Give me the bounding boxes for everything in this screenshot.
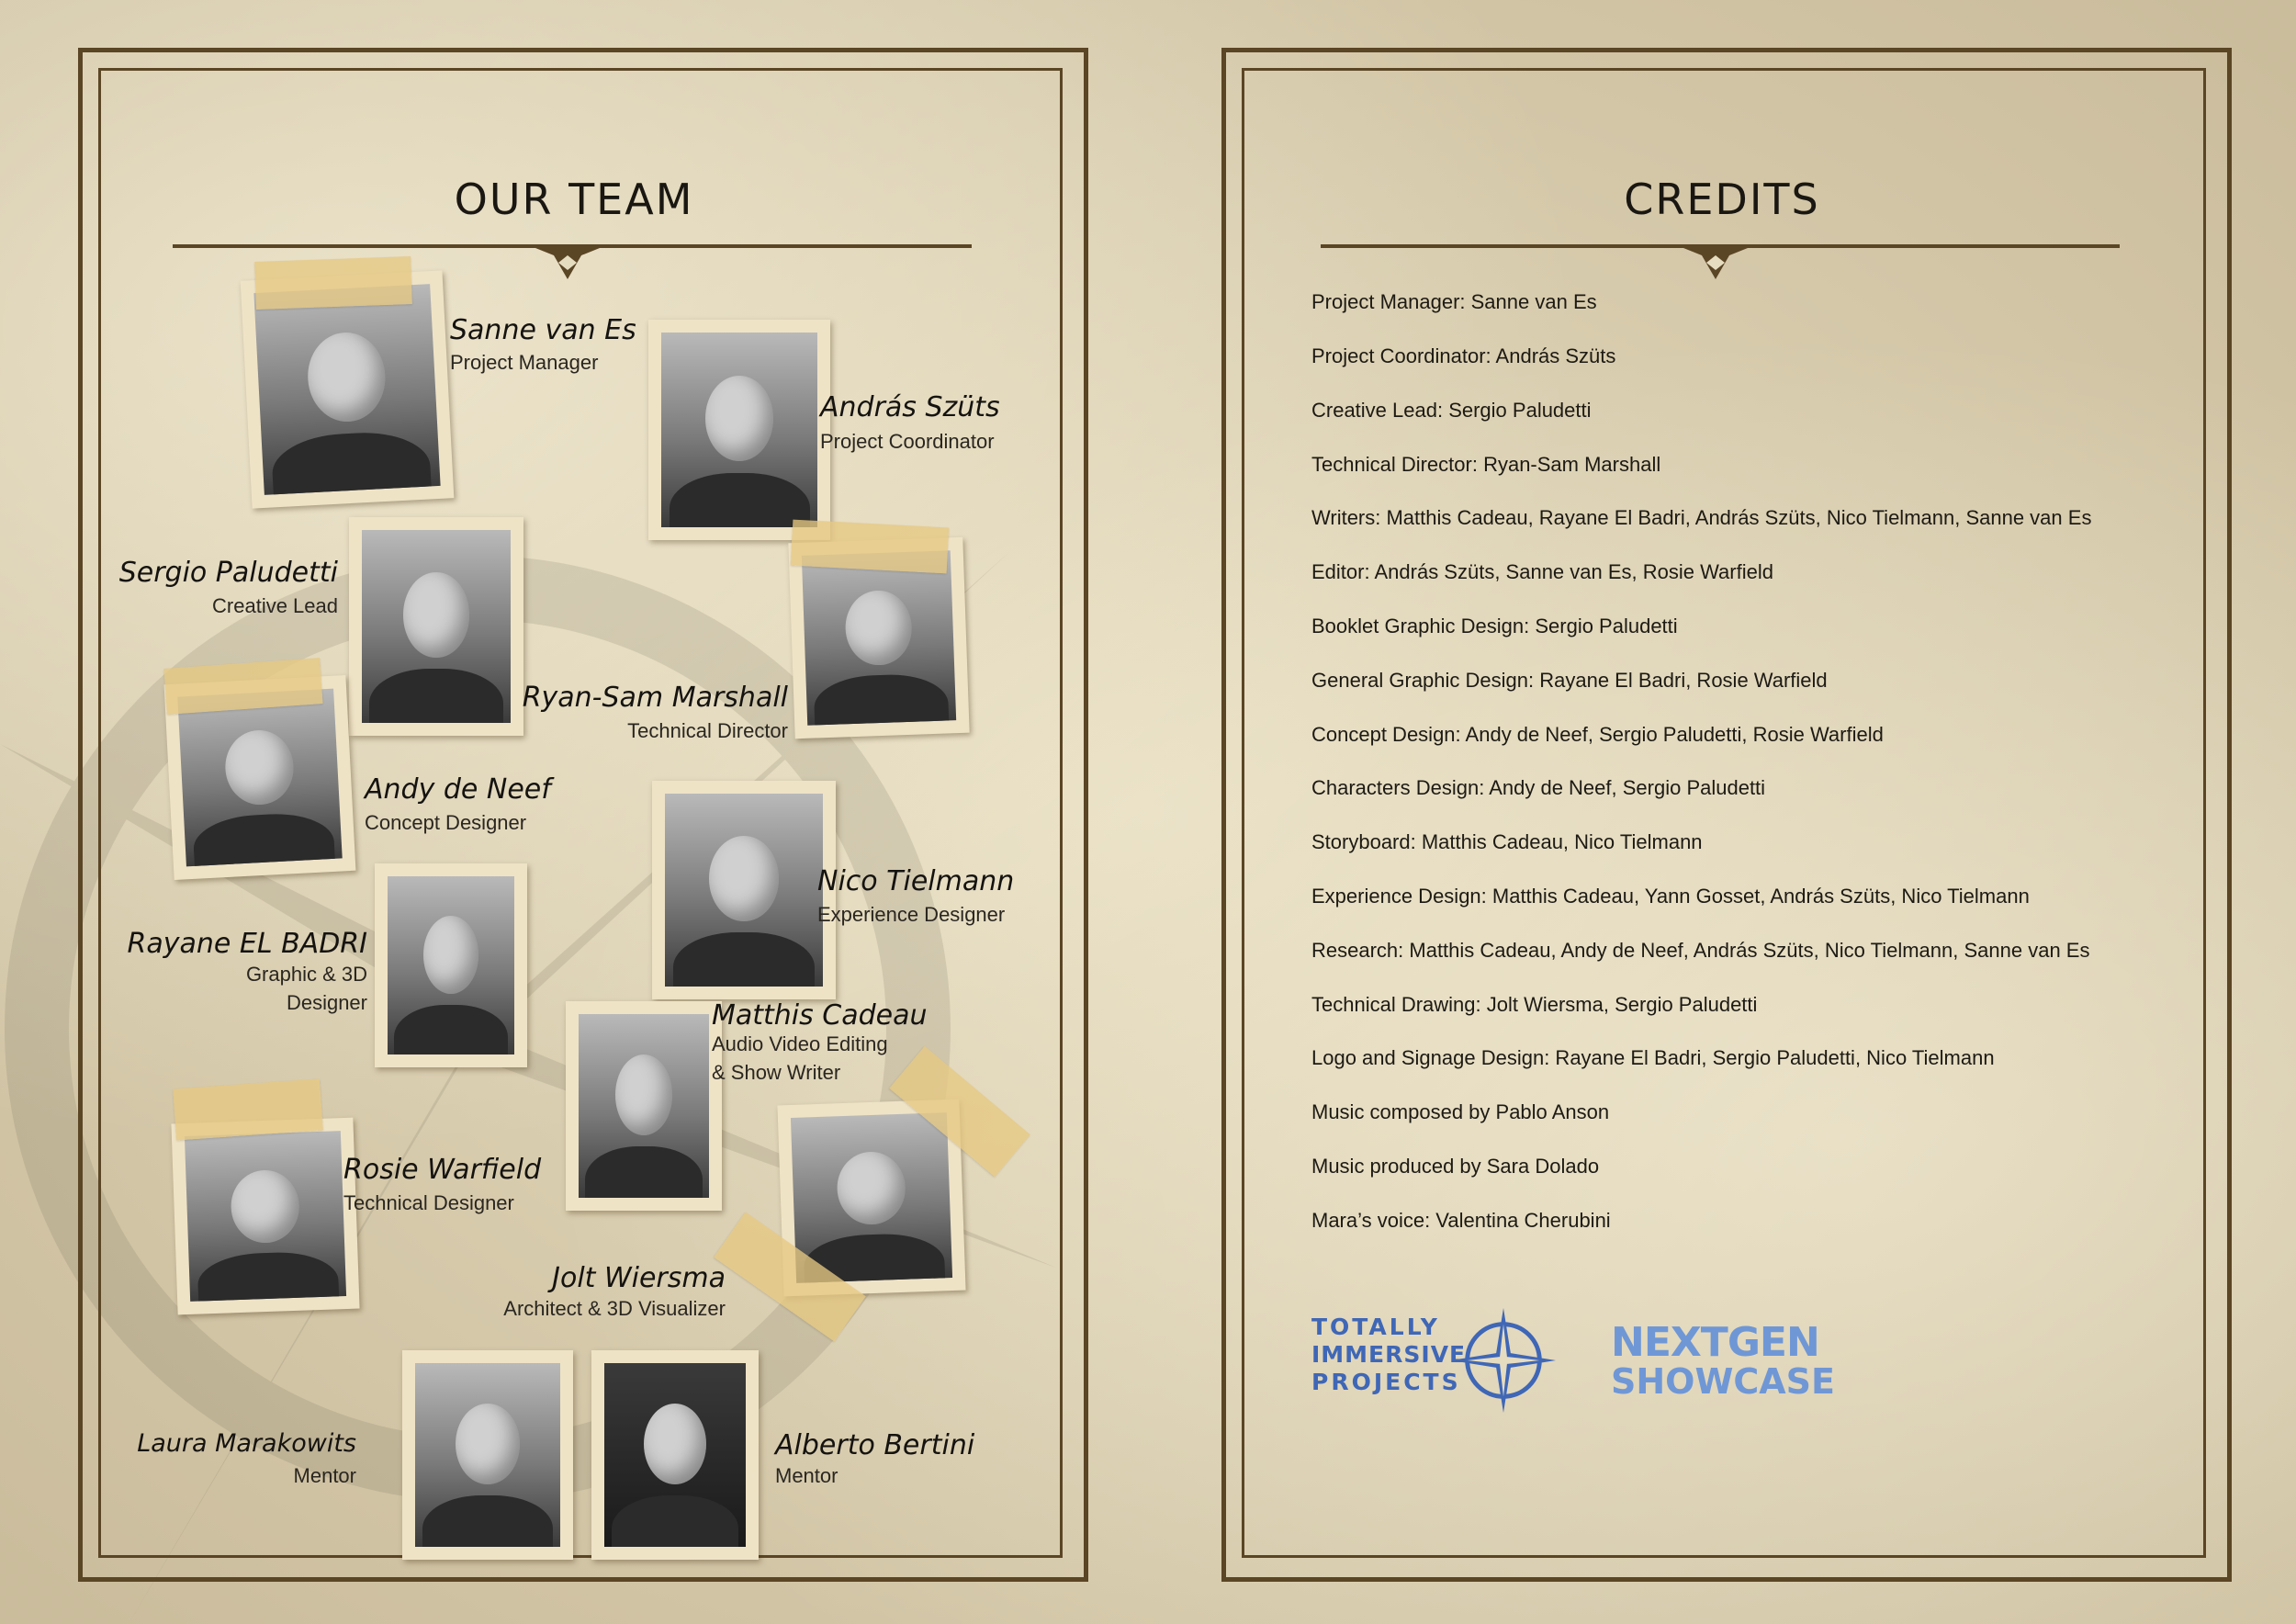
member-role-andy: Concept Designer xyxy=(365,811,527,834)
credit-line: Editor: András Szüts, Sanne van Es, Rosie Warfield xyxy=(1311,560,1773,583)
credits-page-title: CREDITS xyxy=(1624,175,1820,224)
credit-line: Technical Director: Ryan-Sam Marshall xyxy=(1311,453,1661,476)
credits-divider-ornament xyxy=(1683,246,1748,283)
portrait-image xyxy=(253,284,440,495)
portrait-image xyxy=(177,689,342,867)
portrait-image xyxy=(362,530,511,723)
photo-sergio-paludetti xyxy=(349,517,523,736)
portrait-image xyxy=(415,1363,560,1547)
member-name-rosie: Rosie Warfield xyxy=(343,1154,542,1186)
member-name-nico: Nico Tielmann xyxy=(817,865,1015,897)
member-name-ryan: Ryan-Sam Marshall xyxy=(522,682,788,714)
tape-strip xyxy=(173,1078,323,1140)
member-role-jolt: Architect & 3D Visualizer xyxy=(503,1297,726,1320)
ngs-logo-line2: SHOWCASE xyxy=(1611,1361,1836,1402)
credit-line: Technical Drawing: Jolt Wiersma, Sergio Paludetti xyxy=(1311,993,1758,1016)
member-name-rayane: Rayane EL BADRI xyxy=(127,928,367,960)
member-name-sanne: Sanne van Es xyxy=(450,314,636,346)
tip-logo-line3: PROJECTS xyxy=(1311,1369,1461,1395)
member-name-laura: Laura Marakowits xyxy=(137,1429,356,1458)
member-name-jolt: Jolt Wiersma xyxy=(552,1262,726,1294)
tape-strip xyxy=(791,520,949,574)
credit-line: Mara’s voice: Valentina Cherubini xyxy=(1311,1209,1611,1232)
member-role-matthis-line1: Audio Video Editing xyxy=(712,1032,888,1055)
compass-star-icon xyxy=(1449,1306,1558,1415)
credit-line: Logo and Signage Design: Rayane El Badri, Sergio Paludetti, Nico Tielmann xyxy=(1311,1046,1995,1069)
credit-line: Project Coordinator: András Szüts xyxy=(1311,344,1616,367)
member-role-rayane-line1: Graphic & 3D xyxy=(245,963,367,986)
member-role-ryan: Technical Director xyxy=(627,719,788,742)
member-name-alberto: Alberto Bertini xyxy=(775,1429,975,1461)
member-name-andras: András Szüts xyxy=(820,391,1000,423)
portrait-image xyxy=(185,1131,346,1302)
portrait-image xyxy=(665,794,823,987)
portrait-image xyxy=(604,1363,746,1547)
portrait-image xyxy=(661,333,817,527)
tip-logo-line1: TOTALLY xyxy=(1311,1314,1440,1340)
credit-line: Writers: Matthis Cadeau, Rayane El Badri, András Szüts, Nico Tielmann, Sanne van Es xyxy=(1311,506,2092,529)
member-role-nico: Experience Designer xyxy=(817,903,1006,926)
credit-line: Music produced by Sara Dolado xyxy=(1311,1155,1600,1178)
portrait-image xyxy=(388,876,514,1054)
portrait-image xyxy=(802,550,956,726)
member-role-laura: Mentor xyxy=(293,1464,356,1487)
credit-line: Storyboard: Matthis Cadeau, Nico Tielmann xyxy=(1311,830,1703,853)
photo-rayane-el-badri xyxy=(375,863,527,1067)
photo-matthis-cadeau xyxy=(566,1001,722,1211)
ngs-logo-line1: NEXTGEN xyxy=(1611,1319,1819,1366)
photo-alberto-bertini xyxy=(591,1350,759,1560)
member-role-andras: Project Coordinator xyxy=(820,430,995,453)
member-role-alberto: Mentor xyxy=(775,1464,838,1487)
photo-andras-szuts xyxy=(648,320,830,540)
credit-line: Research: Matthis Cadeau, Andy de Neef, András Szüts, Nico Tielmann, Sanne van Es xyxy=(1311,939,2090,962)
team-page-title: OUR TEAM xyxy=(454,175,694,224)
photo-laura-marakowits xyxy=(402,1350,573,1560)
credit-line: Characters Design: Andy de Neef, Sergio Paludetti xyxy=(1311,776,1766,799)
team-divider-ornament xyxy=(535,246,600,283)
member-role-sergio: Creative Lead xyxy=(212,594,338,617)
credit-line: Booklet Graphic Design: Sergio Paludetti xyxy=(1311,615,1678,637)
portrait-image xyxy=(579,1014,709,1198)
credit-line: Experience Design: Matthis Cadeau, Yann Gosset, András Szüts, Nico Tielmann xyxy=(1311,885,2030,908)
tip-logo-line2: IMMERSIVE xyxy=(1311,1341,1467,1368)
credit-line: Creative Lead: Sergio Paludetti xyxy=(1311,399,1592,422)
credit-line: General Graphic Design: Rayane El Badri, Rosie Warfield xyxy=(1311,669,1828,692)
member-name-andy: Andy de Neef xyxy=(365,773,551,806)
member-role-rosie: Technical Designer xyxy=(343,1191,514,1214)
credit-line: Concept Design: Andy de Neef, Sergio Paludetti, Rosie Warfield xyxy=(1311,723,1884,746)
member-role-rayane-line2: Designer xyxy=(286,991,367,1014)
portrait-image xyxy=(791,1112,952,1283)
credit-line: Music composed by Pablo Anson xyxy=(1311,1100,1610,1123)
credit-line: Project Manager: Sanne van Es xyxy=(1311,290,1597,313)
member-name-sergio: Sergio Paludetti xyxy=(118,557,338,589)
member-role-matthis-line2: & Show Writer xyxy=(712,1061,841,1084)
photo-rosie-warfield xyxy=(171,1118,359,1315)
photo-nico-tielmann xyxy=(652,781,836,999)
tape-strip xyxy=(254,256,412,310)
member-name-matthis: Matthis Cadeau xyxy=(712,999,928,1032)
member-role-sanne: Project Manager xyxy=(450,351,599,374)
